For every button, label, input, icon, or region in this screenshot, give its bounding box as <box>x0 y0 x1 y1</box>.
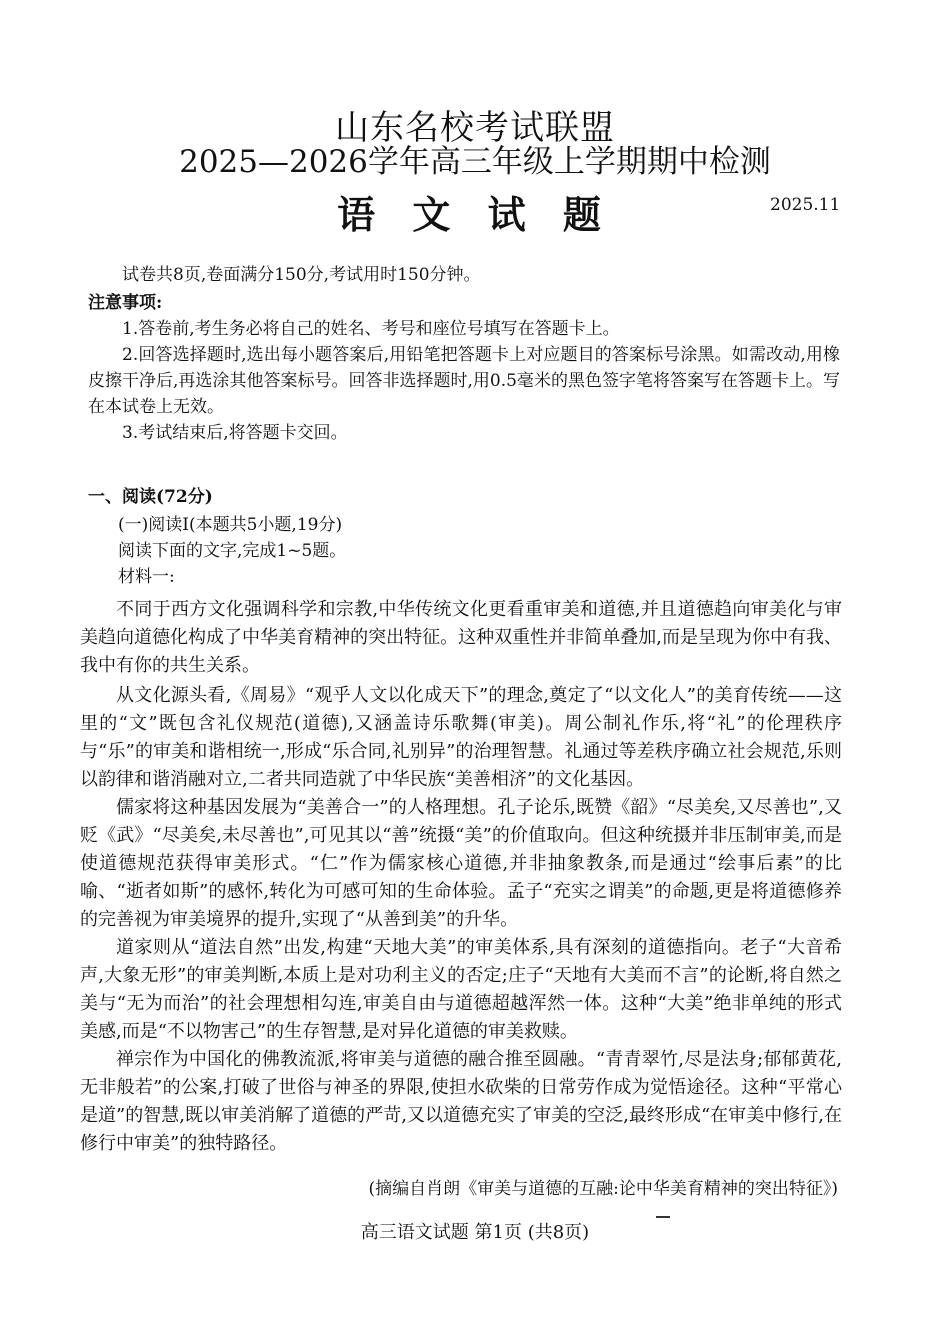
subsection-title: (一)阅读Ⅰ(本题共5小题,19分) <box>118 515 343 535</box>
notice-item-2: 2.回答选择题时,选出每小题答案后,用铅笔把答题卡上对应题目的答案标号涂黑。如需改动,用橡皮擦干净后,再选涂其他答案标号。回答非选择题时,用0.5毫米的黑色签字笔将答案写在答题卡上。写在本试卷上无效。 <box>88 345 840 417</box>
paragraph-3: 儒家将这种基因发展为“美善合一”的人格理想。孔子论乐,既赞《韶》“尽美矣,又尽善也”,又贬《武》“尽美矣,未尽善也”,可见其以“善”统摄“美”的价值取向。但这种统摄并非压制审美,而是使道德规范获得审美形式。“仁”作为儒家核心道德,并非抽象教条,而是通过“绘事后素”的比喻、“逝者如斯”的感怀,转化为可感可知的生命体验。孟子“充实之谓美”的命题,更是将道德修养的完善视为审美境界的提升,实现了“从善到美”的升华。 <box>80 797 842 930</box>
notice-title: 注意事项: <box>88 293 163 313</box>
subject-title: 语 文 试 题 <box>337 192 613 237</box>
reading-instruction: 阅读下面的文字,完成1~5题。 <box>118 541 347 561</box>
page-footer: 高三语文试题 第1页 (共8页) <box>360 1222 590 1243</box>
notice-item-3: 3.考试结束后,将答题卡交回。 <box>122 423 348 443</box>
notice-item-1: 1.答卷前,考生务必将自己的姓名、考号和座位号填写在答题卡上。 <box>122 319 620 339</box>
section-title: 一、阅读(72分) <box>88 487 213 507</box>
exam-title: 2025—2026学年高三年级上学期期中检测 <box>179 144 771 180</box>
material-label: 材料一: <box>118 567 175 587</box>
paragraph-4: 道家则从“道法自然”出发,构建“天地大美”的审美体系,具有深刻的道德指向。老子“大音希声,大象无形”的审美判断,本质上是对功利主义的否定;庄子“天地有大美而不言”的论断,将自然之美与“无为而治”的社会理想相勾连,审美自由与道德超越浑然一体。这种“大美”绝非单纯的形式美感,而是“不以物害己”的生存智慧,是对异化道德的审美救赎。 <box>80 937 842 1042</box>
paragraph-2: 从文化源头看,《周易》“观乎人文以化成天下”的理念,奠定了“以文化人”的美育传统——这里的“文”既包含礼仪规范(道德),又涵盖诗乐歌舞(审美)。周公制礼作乐,将“礼”的伦理秩序与“乐”的审美和谐相统一,形成“乐合同,礼别异”的治理智慧。礼通过等差秩序确立社会规范,乐则以韵律和谐消融对立,二者共同造就了中华民族“美善相济”的文化基因。 <box>80 685 842 790</box>
organization-title: 山东名校考试联盟 <box>335 108 615 148</box>
exam-date: 2025.11 <box>770 195 841 215</box>
paragraph-5: 禅宗作为中国化的佛教流派,将审美与道德的融合推至圆融。“青青翠竹,尽是法身;郁郁黄花,无非般若”的公案,打破了世俗与神圣的界限,使担水砍柴的日常劳作成为觉悟途径。这种“平常心是道”的智慧,既以审美消解了道德的严苛,又以道德充实了审美的空泛,最终形成“在审美中修行,在修行中审美”的独特路径。 <box>80 1049 842 1154</box>
paper-intro: 试卷共8页,卷面满分150分,考试用时150分钟。 <box>122 265 481 285</box>
paragraph-1: 不同于西方文化强调科学和宗教,中华传统文化更看重审美和道德,并且道德趋向审美化与审美趋向道德化构成了中华美育精神的突出特征。这种双重性并非简单叠加,而是呈现为你中有我、我中有你的共生关系。 <box>80 599 842 676</box>
source-citation: (摘编自肖朗《审美与道德的互融:论中华美育精神的突出特征》) <box>368 1179 838 1199</box>
